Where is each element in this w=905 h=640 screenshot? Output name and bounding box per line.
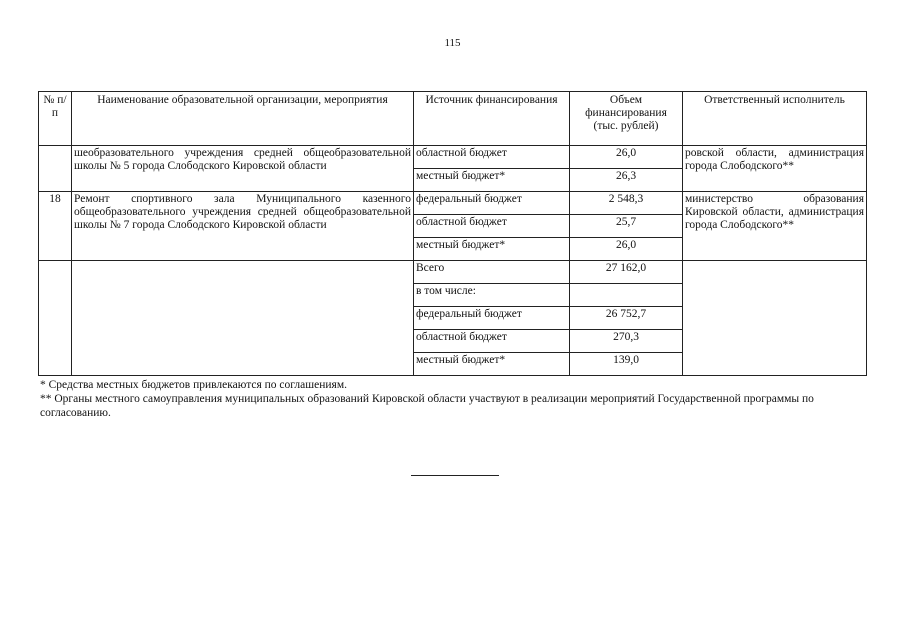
cell-value: 26,0 [570, 238, 683, 261]
cell-number [39, 261, 72, 376]
cell-source: областной бюджет [414, 215, 570, 238]
financing-table [38, 91, 867, 376]
cell-value: 26 752,7 [570, 307, 683, 330]
table-row [39, 192, 867, 215]
header-source: Источник финансирования [414, 92, 570, 146]
cell-value: 139,0 [570, 353, 683, 376]
cell-source: областной бюджет [414, 146, 570, 169]
end-divider [411, 475, 499, 476]
cell-source: местный бюджет* [414, 238, 570, 261]
cell-value: 25,7 [570, 215, 683, 238]
cell-source: местный бюджет* [414, 169, 570, 192]
cell-value: 26,0 [570, 146, 683, 169]
footnote-local-budgets: * Средства местных бюджетов привлекаются по соглашениям. [40, 379, 347, 391]
cell-source: федеральный бюджет [414, 192, 570, 215]
table-row [39, 146, 867, 169]
cell-value: 270,3 [570, 330, 683, 353]
cell-source: федеральный бюджет [414, 307, 570, 330]
page-number: 115 [444, 37, 461, 49]
cell-executor: министерство образования Кировской области, администрация города Слободского** [683, 192, 867, 261]
cell-number [39, 146, 72, 192]
cell-executor: ровской области, администрация города Слободского** [683, 146, 867, 192]
cell-source: местный бюджет* [414, 353, 570, 376]
cell-name [72, 261, 414, 376]
cell-value: 2 548,3 [570, 192, 683, 215]
cell-source: в том числе: [414, 284, 570, 307]
header-executor: Ответственный исполнитель [683, 92, 867, 146]
table-header-row [39, 92, 867, 146]
header-name: Наименование образовательной организации, мероприятия [72, 92, 414, 146]
cell-value [570, 284, 683, 307]
footnote-local-authorities: ** Органы местного самоуправления муниципальных образований Кировской области участвуют в реализации мероприятий Государственной программы по согласованию. [40, 393, 814, 419]
cell-value: 27 162,0 [570, 261, 683, 284]
cell-number: 18 [39, 192, 72, 261]
cell-value: 26,3 [570, 169, 683, 192]
cell-executor [683, 261, 867, 376]
table-row [39, 261, 867, 284]
header-volume: Объем финансирования (тыс. рублей) [570, 92, 683, 146]
cell-name: шеобразовательного учреждения средней общеобразовательной школы № 5 города Слободского Кировской области [72, 146, 414, 192]
header-number: № п/п [39, 92, 72, 146]
cell-source: областной бюджет [414, 330, 570, 353]
cell-source: Всего [414, 261, 570, 284]
cell-name: Ремонт спортивного зала Муниципального казенного общеобразовательного учреждения средней общеобразовательной школы № 7 города Слободского Кировской области [72, 192, 414, 261]
